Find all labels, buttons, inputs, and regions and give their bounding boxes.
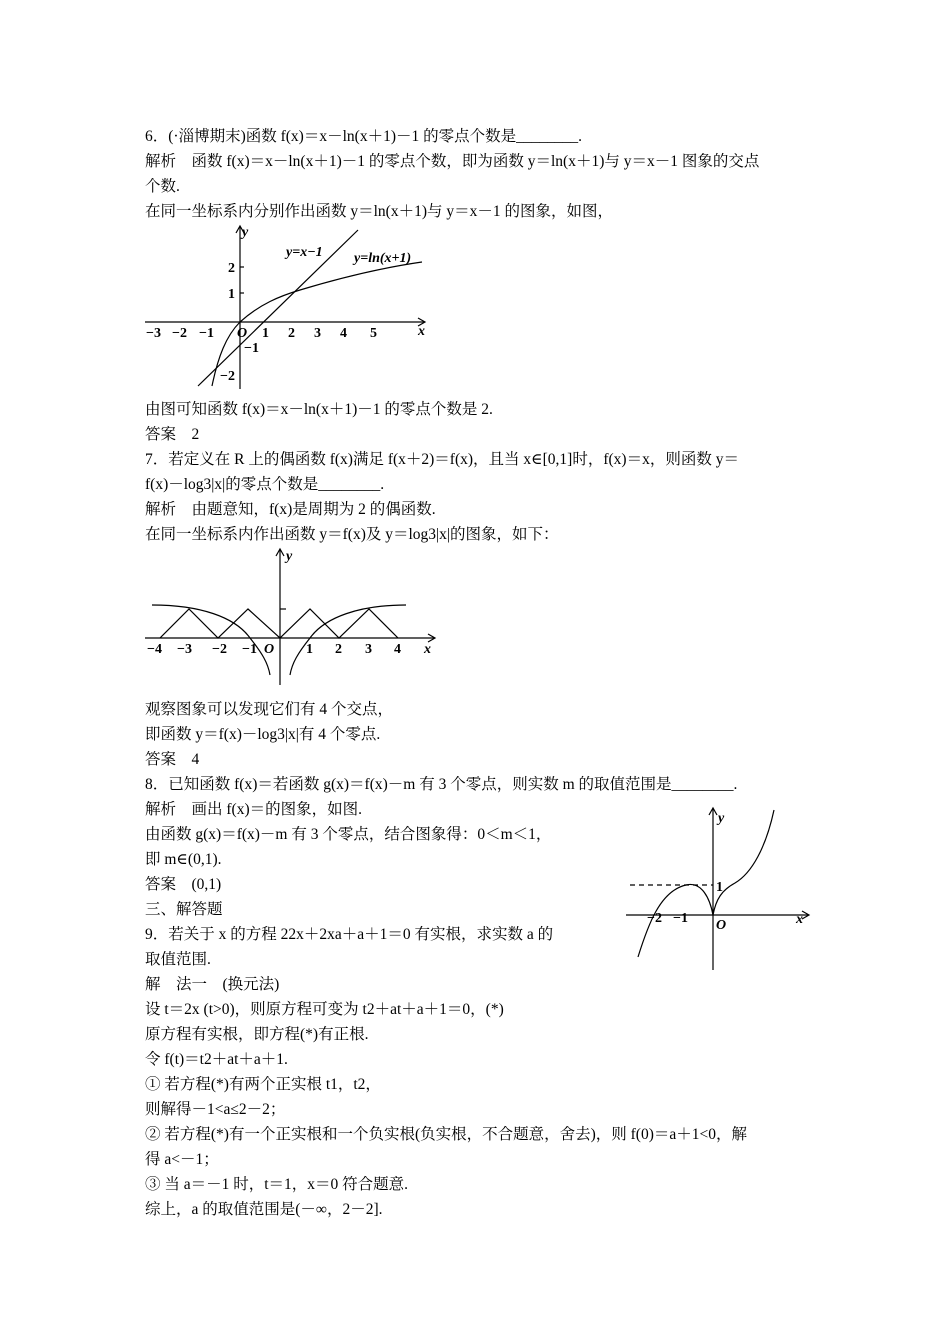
q6-analysis-1: 解析 函数 f(x)＝x－ln(x＋1)－1 的零点个数，即为函数 y＝ln(x＋1)与 y＝x－1 图象的交点 <box>145 153 760 170</box>
log-curve-right <box>290 605 406 675</box>
q9-summary: 综上，a 的取值范围是(－∞，2－2]. <box>145 1201 383 1218</box>
figure-piecewise <box>620 805 815 973</box>
q7-zero-count: 即函数 y＝f(x)－log3|x|有 4 个零点. <box>145 726 381 743</box>
q8-analysis-3: 即 m∈(0,1). <box>145 851 222 868</box>
q9-case-1: ① 若方程(*)有两个正实根 t1，t2， <box>145 1076 381 1093</box>
fig1-label-line: y=x−1 <box>286 245 323 260</box>
fig2-xtick: −4 <box>147 642 162 657</box>
q6-title: 6．(·淄博期末)函数 f(x)＝x－ln(x＋1)－1 的零点个数是________. <box>145 128 582 145</box>
q7-answer: 答案 4 <box>145 751 200 768</box>
fig1-xtick: −3 <box>146 326 161 341</box>
q9-case-2-result: 得 a<－1； <box>145 1151 219 1168</box>
fig3-ytick: 1 <box>716 880 723 895</box>
fig3-x-label: x <box>796 912 803 927</box>
q6-analysis-3: 在同一坐标系内分别作出函数 y＝ln(x＋1)与 y＝x－1 的图象，如图， <box>145 203 614 220</box>
fig3-origin: O <box>716 918 727 933</box>
q7-title-1: 7．若定义在 R 上的偶函数 f(x)满足 f(x＋2)＝f(x)，且当 x∈[0,1]时，f(x)＝x，则函数 y＝ <box>145 451 739 468</box>
fig3-xtick: −1 <box>673 911 688 926</box>
q9-step-1: 设 t＝2x (t>0)，则原方程可变为 t2＋at＋a＋1＝0，(*) <box>145 1001 504 1018</box>
fig3-y-label: y <box>718 811 725 826</box>
q9-title-2: 取值范围. <box>145 951 211 968</box>
q6-conclusion: 由图可知函数 f(x)＝x－ln(x＋1)－1 的零点个数是 2. <box>145 401 493 418</box>
fig3-xtick: −2 <box>647 911 662 926</box>
line-y-x-minus-1 <box>198 230 358 386</box>
fig1-ytick: 2 <box>228 261 235 276</box>
figure-periodic-and-log <box>140 545 440 690</box>
q9-title-1: 9．若关于 x 的方程 22x＋2xa＋a＋1＝0 有实根，求实数 a 的 <box>145 926 554 943</box>
q9-case-3: ③ 当 a＝－1 时，t＝1，x＝0 符合题意. <box>145 1176 409 1193</box>
fig1-xtick: 2 <box>288 326 295 341</box>
fig1-xtick: −2 <box>172 326 187 341</box>
fig1-xtick: 3 <box>314 326 321 341</box>
fig1-ytick: 1 <box>228 287 235 302</box>
fig1-x-label: x <box>418 324 425 339</box>
q7-title-2: f(x)－log3|x|的零点个数是________. <box>145 476 385 493</box>
fig1-xtick: 5 <box>370 326 377 341</box>
q6-answer: 答案 2 <box>145 426 200 443</box>
fig2-xtick: −2 <box>212 642 227 657</box>
q7-analysis-2: 在同一坐标系内作出函数 y＝f(x)及 y＝log3|x|的图象，如下： <box>145 526 559 543</box>
q9-method: 解 法一 (换元法) <box>145 976 280 993</box>
q9-case-1-result: 则解得－1<a≤2－2； <box>145 1101 286 1118</box>
q7-analysis-1: 解析 由题意知，f(x)是周期为 2 的偶函数. <box>145 501 436 518</box>
q8-answer: 答案 (0,1) <box>145 876 222 893</box>
q9-step-2: 原方程有实根，即方程(*)有正根. <box>145 1026 369 1043</box>
figure-ln-and-line <box>140 222 440 394</box>
q7-observe: 观察图象可以发现它们有 4 个交点， <box>145 701 394 718</box>
q8-analysis-2: 由函数 g(x)＝f(x)－m 有 3 个零点，结合图象得：0＜m＜1， <box>145 826 552 843</box>
fig2-xtick: 2 <box>335 642 342 657</box>
fig1-xtick: −1 <box>199 326 214 341</box>
q6-analysis-2: 个数. <box>145 178 180 195</box>
fig2-x-label: x <box>424 642 431 657</box>
triangle-wave <box>160 609 398 638</box>
fig1-xtick: 1 <box>262 326 269 341</box>
fig2-xtick: −1 <box>242 642 257 657</box>
fig1-y-label: y <box>242 225 249 240</box>
fig1-origin: O <box>237 326 248 341</box>
q8-analysis-1: 解析 画出 f(x)＝的图象，如图. <box>145 801 362 818</box>
curve-ln <box>212 262 422 386</box>
fig2-xtick: −3 <box>177 642 192 657</box>
q9-step-3: 令 f(t)＝t2＋at＋a＋1. <box>145 1051 288 1068</box>
q9-case-2: ② 若方程(*)有一个正实根和一个负实根(负实根，不合题意，舍去)，则 f(0)＝a＋1<0，解 <box>145 1126 748 1143</box>
fig1-label-ln: y=ln(x+1) <box>354 251 412 266</box>
q8-title: 8．已知函数 f(x)＝若函数 g(x)＝f(x)－m 有 3 个零点，则实数 m 的取值范围是________. <box>145 776 738 793</box>
fig2-xtick: 3 <box>365 642 372 657</box>
fig2-xtick: 4 <box>394 642 401 657</box>
fig1-ytick: −1 <box>244 341 259 356</box>
fig2-y-label: y <box>286 549 293 564</box>
fig1-xtick: 4 <box>340 326 347 341</box>
log-curve-left <box>152 605 270 675</box>
section-heading: 三、解答题 <box>145 901 223 918</box>
fig1-ytick: −2 <box>220 369 235 384</box>
fig2-xtick: 1 <box>306 642 313 657</box>
fig2-origin: O <box>264 642 275 657</box>
